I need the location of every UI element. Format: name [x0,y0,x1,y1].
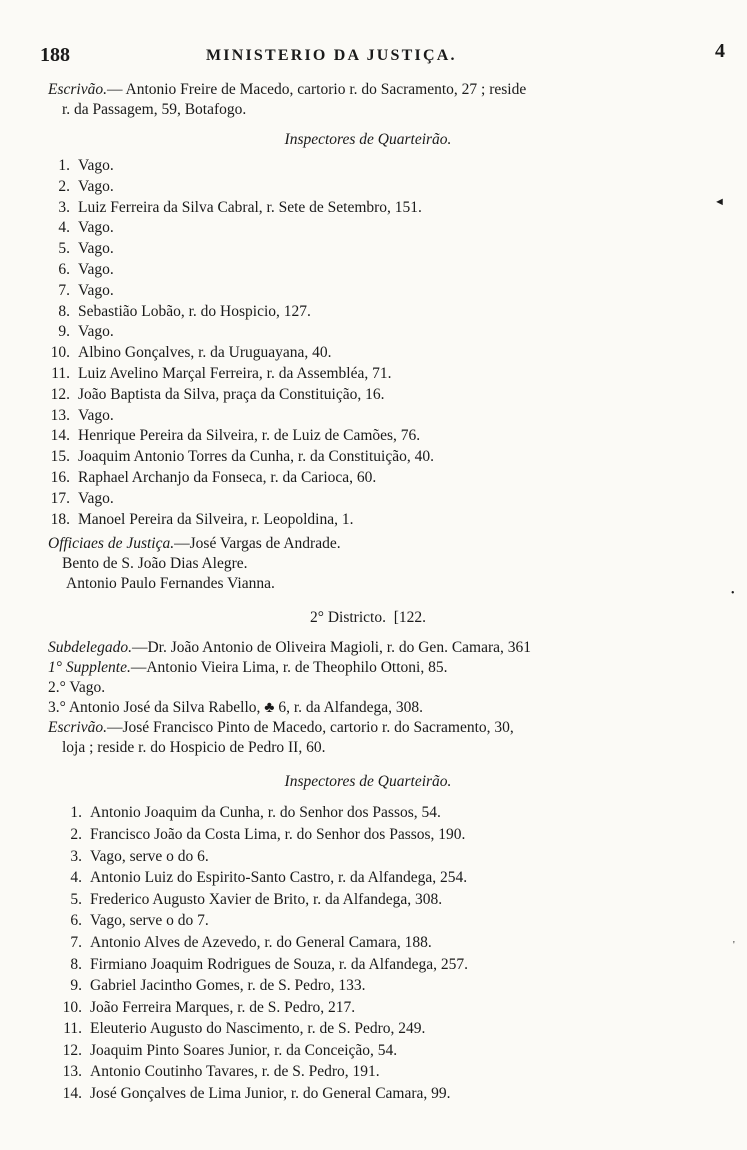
list-item [48,322,688,343]
list-item [48,364,688,385]
list-item-text: Antonio Coutinho Tavares, r. de S. Pedro, 191. [90,1063,380,1081]
list-item [48,468,688,489]
list-item-text: Francisco João da Costa Lima, r. do Senhor dos Passos, 190. [90,825,466,843]
list-item-number: 8. [58,302,70,320]
list-item-text: Henrique Pereira da Silveira, r. de Luiz de Camões, 76. [78,427,421,445]
list-item-text: Manoel Pereira da Silveira, r. Leopoldina, 1. [78,510,354,528]
list-item [48,802,688,824]
list-item-text: Luiz Avelino Marçal Ferreira, r. da Assembléa, 71. [78,364,392,382]
list-item-text: Raphael Archanjo da Fonseca, r. da Carioca, 60. [78,468,377,486]
list-item-text: Vago. [78,281,114,299]
list-item-text: Joaquim Antonio Torres da Cunha, r. da Constituição, 40. [78,448,434,466]
list-item-number: 1. [70,804,82,822]
list-item-number: 10. [62,998,82,1016]
list-item-number: 14. [62,1085,82,1103]
page-header [40,44,690,70]
list-item [48,385,688,406]
list-item-text: José Gonçalves de Lima Junior, r. do General Camara, 99. [90,1085,451,1103]
list-item [48,489,688,510]
supplente-1-text: —Antonio Vieira Lima, r. de Theophilo Ottoni, 85. [130,659,448,677]
list-item-text: Vago. [78,157,114,174]
list-item-number: 1. [58,157,70,174]
list-item-number: 2. [58,177,70,195]
list-item-number: 5. [70,890,82,908]
list-item [48,1040,688,1062]
list-item-number: 10. [50,344,70,362]
list-item-text: Vago. [78,323,114,341]
list-item [48,260,688,281]
margin-dot-a: • [731,588,735,599]
district-title-extra: [122. [393,609,426,627]
list-item-text: Gabriel Jacintho Gomes, r. de S. Pedro, 133. [90,977,366,995]
list-item [48,218,688,239]
list-item [48,954,688,976]
escrivao-entry [48,80,688,100]
list-item-number: 11. [51,364,70,382]
list-item-number: 2. [70,825,82,843]
list-item-text: Joaquim Pinto Soares Junior, r. da Conceição, 54. [90,1041,398,1059]
subdelegado-label: Subdelegado. [48,639,132,657]
officiaes-name-3: Antonio Paulo Fernandes Vianna. [66,575,275,593]
list-item-text: Vago, serve o do 6. [90,847,209,865]
list-item [48,281,688,302]
list-item [48,867,688,889]
subdelegado-text: —Dr. João Antonio de Oliveira Magioli, r. do Gen. Camara, 361 [131,639,532,657]
escrivao-2-entry [48,718,688,738]
list-item-text: Vago. [78,177,114,195]
list-item [48,975,688,997]
list-item-number: 15. [50,448,70,466]
escrivao-label: Escrivão. [48,81,107,98]
list-item-text: Antonio Alves de Azevedo, r. do General Camara, 188. [90,933,432,951]
list-item [48,824,688,846]
list-item [48,447,688,468]
list-item-number: 16. [50,468,70,486]
list-item-number: 8. [70,955,82,973]
officiaes-label: Officiaes de Justiça. [48,535,175,553]
list-item [48,198,688,219]
list-item-text: Eleuterio Augusto do Nascimento, r. de S. Pedro, 249. [90,1020,426,1038]
list-item-number: 9. [70,977,82,995]
escrivao-continuation: r. da Passagem, 59, Botafogo. [62,101,247,118]
list-item-text: Vago. [78,260,114,278]
running-head: MINISTERIO DA JUSTIÇA. [206,47,457,64]
list-item-text: Vago, serve o do 7. [90,912,209,930]
list-item-text: Luiz Ferreira da Silva Cabral, r. Sete de Setembro, 151. [78,198,422,216]
list-item-number: 14. [50,427,70,445]
supplente-1-entry [48,658,688,678]
list-item-text: João Baptista da Silva, praça da Constituição, 16. [78,385,385,403]
list-item-text: João Ferreira Marques, r. de S. Pedro, 217. [90,998,356,1016]
list-item [48,510,688,531]
list-item-number: 12. [50,385,70,403]
list-item-text: Sebastião Lobão, r. do Hospicio, 127. [78,302,311,320]
list-item-text: Vago. [78,240,114,258]
escrivao-2-label: Escrivão. [48,719,107,737]
list-item-number: 6. [58,260,70,278]
margin-mark-top: 4 [715,40,725,62]
list-item-number: 4. [70,869,82,887]
escrivao-text: — Antonio Freire de Macedo, cartorio r. do Sacramento, 27 ; reside [106,81,527,98]
escrivao-2-continuation: loja ; reside r. do Hospicio de Pedro II, 60. [62,739,326,757]
district-heading [48,608,688,628]
supplente-1-label: 1° Supplente. [48,659,131,677]
list-item [48,406,688,427]
inspectores-heading-1: Inspectores de Quarteirão. [284,131,452,148]
list-item [48,156,688,177]
list-item-number: 18. [50,510,70,528]
margin-arrow-icon: ◄ [714,196,725,208]
list-item-text: Vago. [78,489,114,507]
list-item-text: Albino Gonçalves, r. da Uruguayana, 40. [78,344,332,362]
list-item-number: 3. [70,847,82,865]
list-item-number: 11. [63,1020,82,1038]
officiaes-name-1: —José Vargas de Andrade. [174,535,341,553]
inspectores-list-1 [48,156,688,530]
list-item [48,997,688,1019]
list-item-number: 7. [70,933,82,951]
list-item [48,1061,688,1083]
document-body [48,80,688,1105]
list-item [48,910,688,932]
list-item [48,177,688,198]
list-item-number: 13. [62,1063,82,1081]
supplente-3-entry: 3.° Antonio José da Silva Rabello, ♣ 6, r. da Alfandega, 308. [48,699,423,717]
district-title: 2° Districto. [310,609,386,627]
list-item [48,343,688,364]
list-item-text: Frederico Augusto Xavier de Brito, r. da Alfandega, 308. [90,890,443,908]
list-item [48,239,688,260]
inspectores-heading-2: Inspectores de Quarteirão. [284,773,452,791]
list-item-text: Vago. [78,406,114,424]
list-item [48,426,688,447]
list-item [48,932,688,954]
list-item-text: Vago. [78,219,114,237]
list-item-number: 5. [58,240,70,258]
escrivao-2-text: —José Francisco Pinto de Macedo, cartorio r. do Sacramento, 30, [106,719,514,737]
officiaes-block [48,534,688,594]
officiaes-name-2: Bento de S. João Dias Alegre. [62,555,248,573]
list-item [48,889,688,911]
list-item-number: 17. [50,489,70,507]
supplente-2-entry: 2.° Vago. [48,679,106,697]
inspectores-list-2 [48,802,688,1104]
officiaes-line-1 [48,534,688,554]
list-item [48,846,688,868]
list-item-number: 12. [62,1041,82,1059]
list-item-number: 9. [58,323,70,341]
list-item [48,1018,688,1040]
list-item-number: 7. [58,281,70,299]
list-item-number: 13. [50,406,70,424]
list-item [48,302,688,323]
list-item-text: Antonio Luiz do Espirito-Santo Castro, r. da Alfandega, 254. [90,869,468,887]
list-item-number: 4. [58,219,70,237]
list-item-text: Antonio Joaquim da Cunha, r. do Senhor dos Passos, 54. [90,804,441,822]
subdelegado-entry [48,638,688,658]
margin-dot-b: ' [733,940,735,951]
list-item-number: 3. [58,198,70,216]
list-item-text: Firmiano Joaquim Rodrigues de Souza, r. da Alfandega, 257. [90,955,468,973]
list-item [48,1083,688,1105]
page-number: 188 [40,44,70,66]
list-item-number: 6. [70,912,82,930]
